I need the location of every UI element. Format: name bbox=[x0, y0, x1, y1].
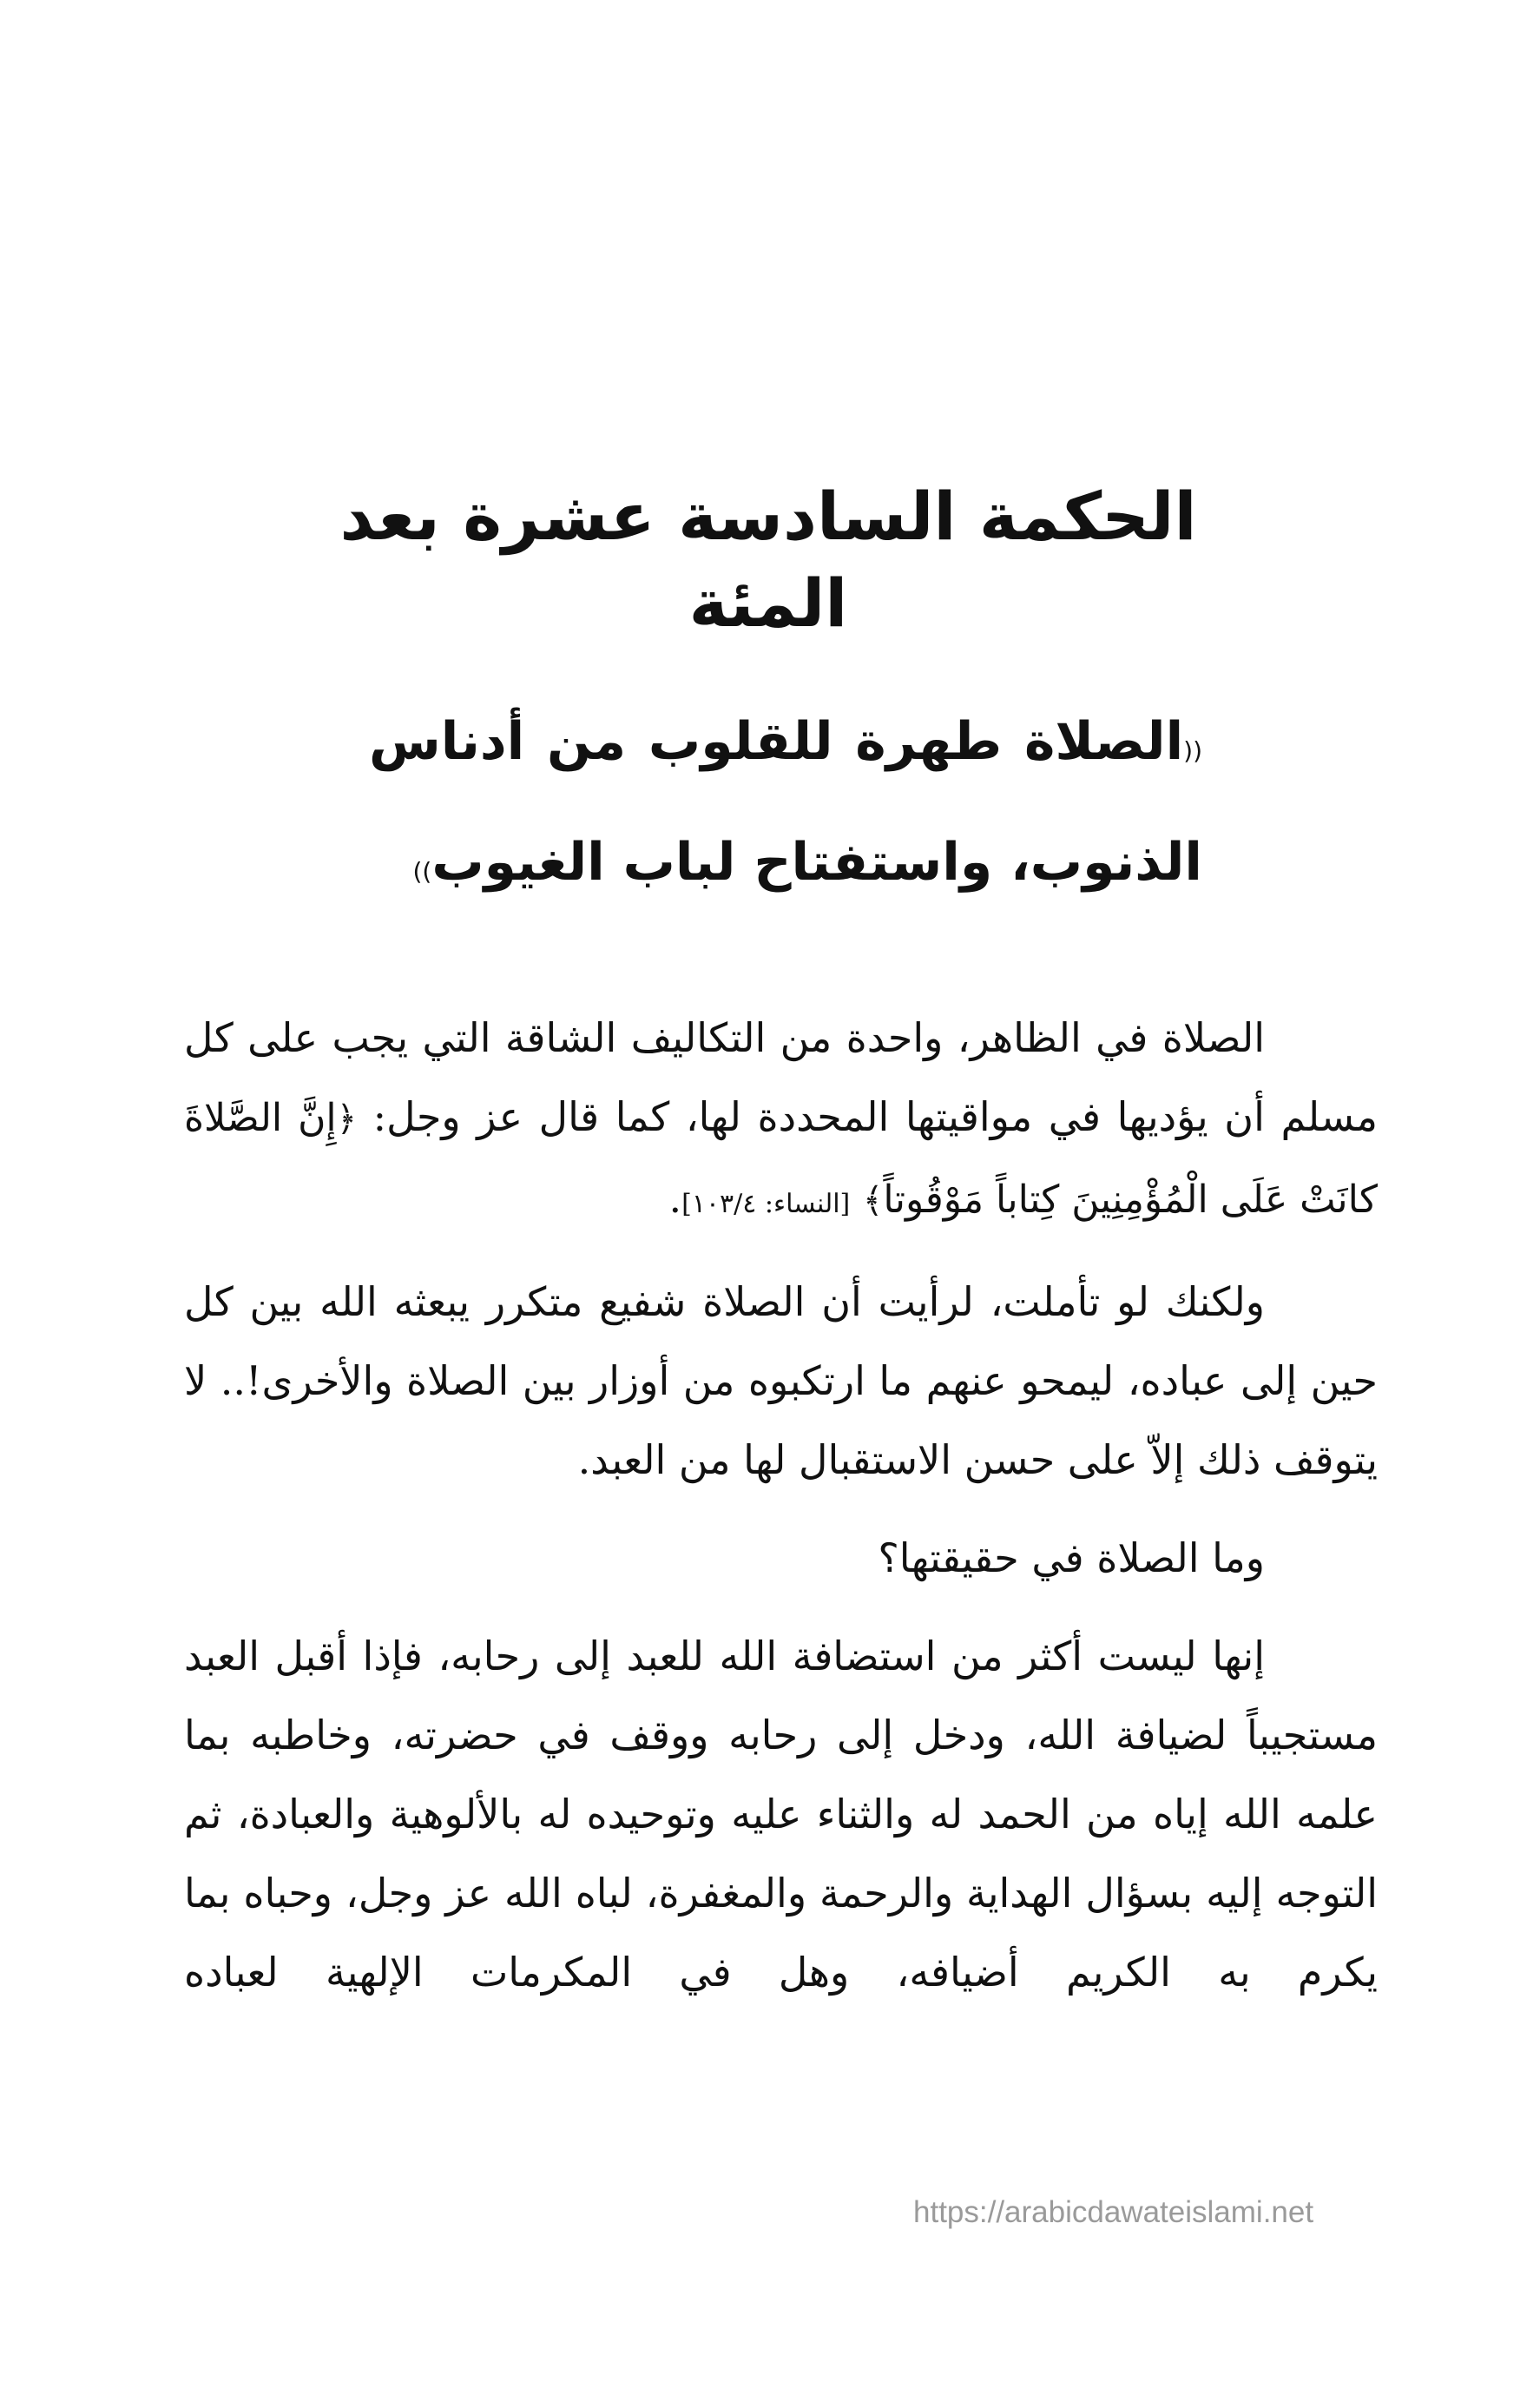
paragraph-1 bbox=[184, 999, 1378, 1244]
paragraph-3: وما الصلاة في حقيقتها؟ bbox=[878, 1534, 1265, 1581]
paragraph-2: ولكنك لو تأملت، لرأيت أن الصلاة شفيع متكرر يبعثه الله بين كل حين إلى عباده، ليمحو عنهم ما ارتكبوه من أوزار بين الصلاة والأخرى!.. لا يتوقف ذلك إلاّ على حسن الاستقبال لها من العبد. bbox=[184, 1278, 1378, 1483]
verse-close-ornament: ﴾ bbox=[862, 1181, 884, 1221]
maxim-heading bbox=[369, 686, 1202, 927]
paragraph-1-text: الصلاة في الظاهر، واحدة من التكاليف الشاقة التي يجب على كل مسلم أن يؤديها في مواقيتها المحددة لها، كما قال عز وجل: bbox=[184, 1014, 1378, 1140]
maxim-text: الصلاة طهرة للقلوب من أدناس الذنوب، واستفتاح لباب الغيوب bbox=[369, 711, 1202, 893]
quran-verse: إِنَّ الصَّلاةَ كانَتْ عَلَى الْمُؤْمِنِينَ كِتاباً مَوْقُوتاً bbox=[184, 1096, 1378, 1222]
chapter-title: الحكمة السادسة عشرة بعد المئة bbox=[339, 478, 1197, 642]
paragraph-4: إنها ليست أكثر من استضافة الله للعبد إلى رحابه، فإذا أقبل العبد مستجيباً لضيافة الله، ودخل إلى رحابه ووقف في حضرته، وخاطبه بما علمه الله إياه من الحمد له والثناء عليه وتوحيده له بالألوهية والعبادة، ثم التوجه إليه بسؤال الهداية والرحمة والمغفرة، لباه الله عز وجل، وحباه بما يكرم به الكريم أضيافه، وهل في المكرمات الإلهية لعباده bbox=[184, 1633, 1378, 1996]
paragraph-1-end: . bbox=[668, 1175, 682, 1222]
maxim-close-quote: )) bbox=[412, 857, 432, 886]
verse-open-ornament: ﴿ bbox=[336, 1099, 358, 1139]
maxim-open-quote: (( bbox=[1183, 736, 1202, 765]
body-text bbox=[184, 999, 1378, 2031]
verse-reference: [النساء: ١٠٣/٤] bbox=[681, 1189, 851, 1219]
website-watermark: https://arabicdawateislami.net bbox=[913, 2195, 1314, 2229]
